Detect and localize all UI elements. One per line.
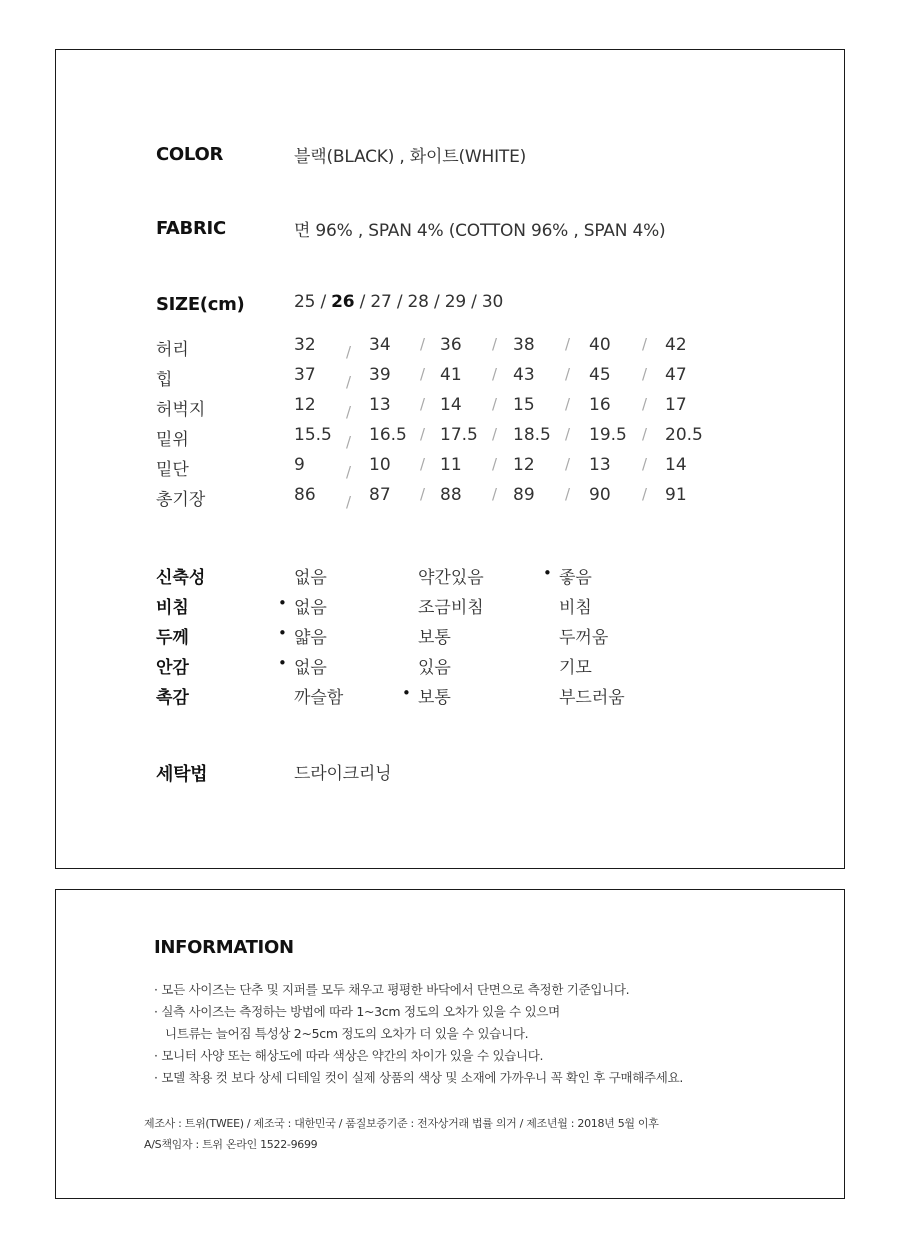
size-separator: / [420, 425, 426, 443]
size-option: 29 [444, 292, 466, 312]
size-separator: / [492, 485, 498, 503]
size-row-name: 허리 [156, 340, 189, 360]
size-cell: 19.5 [589, 425, 627, 445]
characteristic-name: 신축성 [156, 568, 206, 588]
characteristic-option: 약간있음 [418, 568, 484, 588]
size-option: 28 [407, 292, 429, 312]
characteristic-row [156, 593, 756, 623]
size-option: 25 [294, 292, 316, 312]
size-row [156, 425, 756, 455]
characteristic-option: 비침 [559, 598, 592, 618]
size-separator: / [642, 485, 648, 503]
size-separator: / [420, 365, 426, 383]
size-separator: / [642, 455, 648, 473]
characteristic-option: 부드러움 [559, 688, 625, 708]
size-cell: 15.5 [294, 425, 332, 445]
size-cell: 16 [589, 395, 611, 415]
size-row [156, 485, 756, 515]
characteristic-option: 두꺼움 [559, 628, 609, 648]
size-cell: 34 [369, 335, 391, 355]
size-separator: / [346, 493, 352, 511]
size-row-name: 총기장 [156, 490, 206, 510]
characteristic-option: 조금비침 [418, 598, 484, 618]
characteristic-option: 없음 [294, 658, 327, 678]
size-cell: 14 [665, 455, 687, 475]
size-separator: / [420, 455, 426, 473]
size-cell: 43 [513, 365, 535, 385]
size-option: 27 [370, 292, 392, 312]
selected-bullet: • [278, 654, 287, 672]
size-cell: 86 [294, 485, 316, 505]
size-cell: 87 [369, 485, 391, 505]
size-cell: 12 [513, 455, 535, 475]
size-row [156, 395, 756, 425]
size-separator: / [492, 425, 498, 443]
size-separator: / [565, 455, 571, 473]
size-cell: 32 [294, 335, 316, 355]
size-cell: 16.5 [369, 425, 407, 445]
size-cell: 17.5 [440, 425, 478, 445]
size-separator: / [565, 485, 571, 503]
size-separator: / [565, 425, 571, 443]
size-cell: 47 [665, 365, 687, 385]
information-note: · 모니터 사양 또는 해상도에 따라 색상은 약간의 차이가 있을 수 있습니다. [154, 1048, 544, 1063]
size-separator: / [492, 335, 498, 353]
information-note: 니트류는 늘어짐 특성상 2~5cm 정도의 오차가 더 있을 수 있습니다. [154, 1026, 529, 1041]
characteristic-option: 보통 [418, 688, 451, 708]
size-option: 30 [481, 292, 504, 312]
characteristic-option: 얇음 [294, 628, 327, 648]
size-cell: 90 [589, 485, 611, 505]
characteristic-option: 보통 [418, 628, 451, 648]
size-cell: 20.5 [665, 425, 703, 445]
size-separator: / [642, 425, 648, 443]
fabric-label: FABRIC [156, 218, 226, 239]
size-separator: / [492, 455, 498, 473]
size-row [156, 365, 756, 395]
size-separator: / [492, 365, 498, 383]
size-cell: 11 [440, 455, 462, 475]
wash-label: 세탁법 [156, 764, 208, 785]
information-panel [55, 889, 845, 1199]
size-cell: 42 [665, 335, 687, 355]
size-separator: / [565, 365, 571, 383]
size-cell: 12 [294, 395, 316, 415]
size-cell: 40 [589, 335, 611, 355]
selected-bullet: • [278, 624, 287, 642]
size-separator: / [565, 395, 571, 413]
size-separator: / [642, 395, 648, 413]
color-label: COLOR [156, 144, 224, 165]
characteristic-option: 있음 [418, 658, 451, 678]
size-cell: 13 [589, 455, 611, 475]
information-note: · 모든 사이즈는 단추 및 지퍼를 모두 채우고 평평한 바닥에서 단면으로 측정한 기준입니다. [154, 982, 630, 997]
size-cell: 39 [369, 365, 391, 385]
size-row-name: 밑단 [156, 460, 189, 480]
size-cell: 18.5 [513, 425, 551, 445]
size-separator: / [346, 403, 352, 421]
characteristic-row [156, 563, 756, 593]
size-separator: / [565, 335, 571, 353]
size-option: 26 [331, 292, 355, 312]
size-separator: / [492, 395, 498, 413]
size-cell: 14 [440, 395, 462, 415]
product-spec-panel [55, 49, 845, 869]
information-note: · 실측 사이즈는 측정하는 방법에 따라 1~3cm 정도의 오차가 있을 수 있으며 [154, 1004, 560, 1019]
selected-bullet: • [278, 594, 287, 612]
characteristic-option: 기모 [559, 658, 592, 678]
size-cell: 9 [294, 455, 305, 475]
wash-value: 드라이크리닝 [294, 764, 392, 784]
characteristic-option: 없음 [294, 568, 327, 588]
size-row-name: 허벅지 [156, 400, 206, 420]
size-row-name: 힙 [156, 370, 173, 390]
size-cell: 17 [665, 395, 687, 415]
size-cell: 36 [440, 335, 462, 355]
size-row [156, 455, 756, 485]
size-cell: 89 [513, 485, 535, 505]
color-value: 블랙(BLACK) , 화이트(WHITE) [294, 147, 527, 167]
fabric-value: 면 96% , SPAN 4% (COTTON 96% , SPAN 4%) [294, 221, 666, 241]
size-separator: / [346, 433, 352, 451]
size-cell: 91 [665, 485, 687, 505]
size-separator: / [420, 485, 426, 503]
characteristic-name: 비침 [156, 598, 189, 618]
size-cell: 37 [294, 365, 316, 385]
size-separator: / [346, 463, 352, 481]
selected-bullet: • [402, 684, 411, 702]
characteristic-option: 없음 [294, 598, 327, 618]
size-label: SIZE(cm) [156, 294, 245, 315]
size-cell: 45 [589, 365, 611, 385]
size-separator: / [642, 365, 648, 383]
information-note: · 모델 착용 컷 보다 상세 디테일 컷이 실제 상품의 색상 및 소재에 가까우니 꼭 확인 후 구매해주세요. [154, 1070, 684, 1085]
characteristic-option: 까슬함 [294, 688, 344, 708]
size-cell: 38 [513, 335, 535, 355]
characteristic-row [156, 623, 756, 653]
size-row-name: 밑위 [156, 430, 189, 450]
size-separator: / [420, 335, 426, 353]
size-row [156, 335, 756, 365]
size-cell: 88 [440, 485, 462, 505]
characteristic-row [156, 653, 756, 683]
size-cell: 10 [369, 455, 391, 475]
size-separator: / [346, 343, 352, 361]
size-list: 25 / 26 / 27 / 28 / 29 / 30 [294, 292, 504, 312]
size-separator: / [642, 335, 648, 353]
size-separator: / [346, 373, 352, 391]
meta-line: 제조사 : 트위(TWEE) / 제조국 : 대한민국 / 품질보증기준 : 전자상거래 법률 의거 / 제조년월 : 2018년 5월 이후 [144, 1117, 659, 1130]
characteristic-name: 촉감 [156, 688, 189, 708]
meta-line: A/S책임자 : 트위 온라인 1522-9699 [144, 1138, 318, 1151]
characteristic-option: 좋음 [559, 568, 592, 588]
selected-bullet: • [543, 564, 552, 582]
characteristic-name: 두께 [156, 628, 189, 648]
characteristic-row [156, 683, 756, 713]
information-title: INFORMATION [154, 937, 294, 958]
size-cell: 15 [513, 395, 535, 415]
size-separator: / [420, 395, 426, 413]
size-cell: 13 [369, 395, 391, 415]
size-cell: 41 [440, 365, 462, 385]
characteristic-name: 안감 [156, 658, 189, 678]
